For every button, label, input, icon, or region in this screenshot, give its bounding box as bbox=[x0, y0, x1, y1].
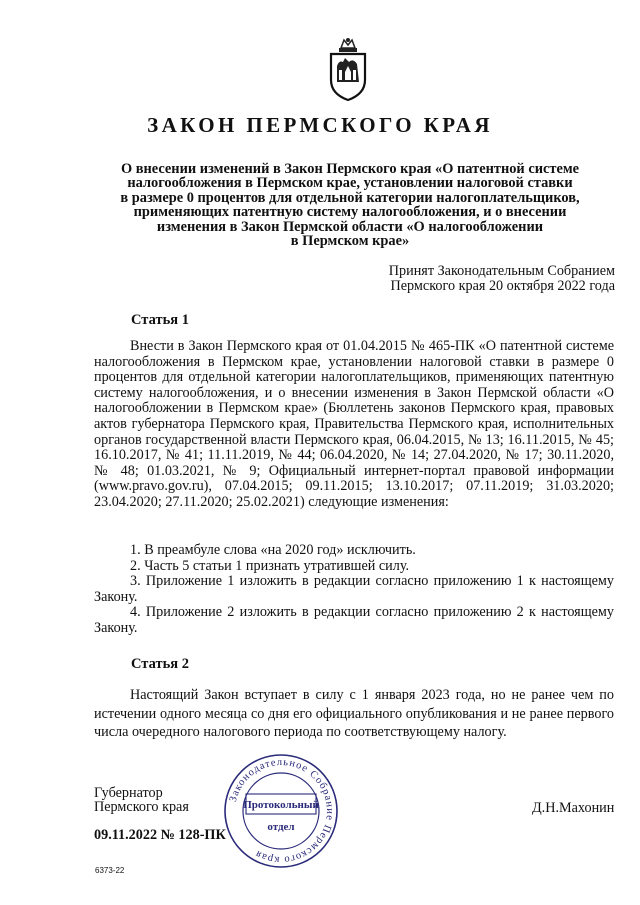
signatory-name: Д.Н.Махонин bbox=[532, 800, 615, 816]
signatory-position: Губернатор Пермского края bbox=[94, 785, 189, 815]
document-subtitle: О внесении изменений в Закон Пермского края «О патентной системе налогообложения в Пермском крае, установлении налоговой ставки в размере 0 процентов для отдельной категории налогоплательщиков, применяющих патентную систему налогообложения, и о внесении изменения в Закон Пермской области «О налогообложении в Пермском крае» bbox=[120, 161, 580, 250]
document-code: 6373-22 bbox=[95, 866, 125, 875]
list-item: 4. Приложение 2 изложить в редакции согласно приложению 2 к настоящему Закону. bbox=[94, 604, 614, 636]
official-stamp bbox=[222, 752, 340, 870]
date-and-number: 09.11.2022 № 128-ПК bbox=[94, 827, 226, 843]
article-1-intro: Внести в Закон Пермского края от 01.04.2015 № 465-ПК «О патентной системе налогообложения в Пермском крае, установлении налоговой ставки в размере 0 процентов для отдельной категории налогоплательщиков, применяющих патентную систему налогообложения, и о внесении изменения в Закон Пермской области «О налогообложении в Пермском крае» (Бюллетень законов Пермского края, правовых актов губернатора Пермского края, Правительства Пермского края, исполнительных органов государственной власти Пермского края, 06.04.2015, № 13; 16.11.2015, № 45; 16.10.2017, № 41; 11.11.2019, № 44; 06.04.2020, № 14; 27.04.2020, № 17; 30.11.2020, № 48; 01.03.2021, № 9; Официальный интернет-портал правовой информации (www.pravo.gov.ru), 07.04.2015; 09.11.2015; 13.10.2017; 07.11.2019; 31.03.2020; 23.04.2020; 27.11.2020; 25.02.2021) следующие изменения: bbox=[94, 338, 614, 510]
document-title: ЗАКОН ПЕРМСКОГО КРАЯ bbox=[147, 113, 493, 137]
svg-text:отдел: отдел bbox=[267, 821, 295, 833]
article-1-items bbox=[94, 543, 614, 637]
list-item: 3. Приложение 1 изложить в редакции согласно приложению 1 к настоящему Закону. bbox=[94, 573, 614, 605]
svg-text:Протокольный: Протокольный bbox=[243, 799, 319, 811]
list-item: 2. Часть 5 статьи 1 признать утратившей силу. bbox=[130, 557, 410, 574]
article-2-heading: Статья 2 bbox=[131, 656, 189, 672]
article-2-text: Настоящий Закон вступает в силу с 1 января 2023 года, но не ранее чем по истечении одного месяца со дня его официального опубликования и не ранее первого числа очередного налогового периода по соответствующему налогу. bbox=[94, 687, 614, 741]
perm-krai-coat-of-arms-icon bbox=[323, 36, 373, 102]
svg-text:Законодательное Собрание Пермс: Законодательное Собрание Пермского края bbox=[227, 756, 336, 866]
article-1-heading: Статья 1 bbox=[131, 312, 189, 328]
list-item: 1. В преамбуле слова «на 2020 год» исключить. bbox=[130, 542, 416, 558]
adoption-note: Принят Законодательным Собранием Пермского края 20 октября 2022 года bbox=[388, 263, 615, 294]
